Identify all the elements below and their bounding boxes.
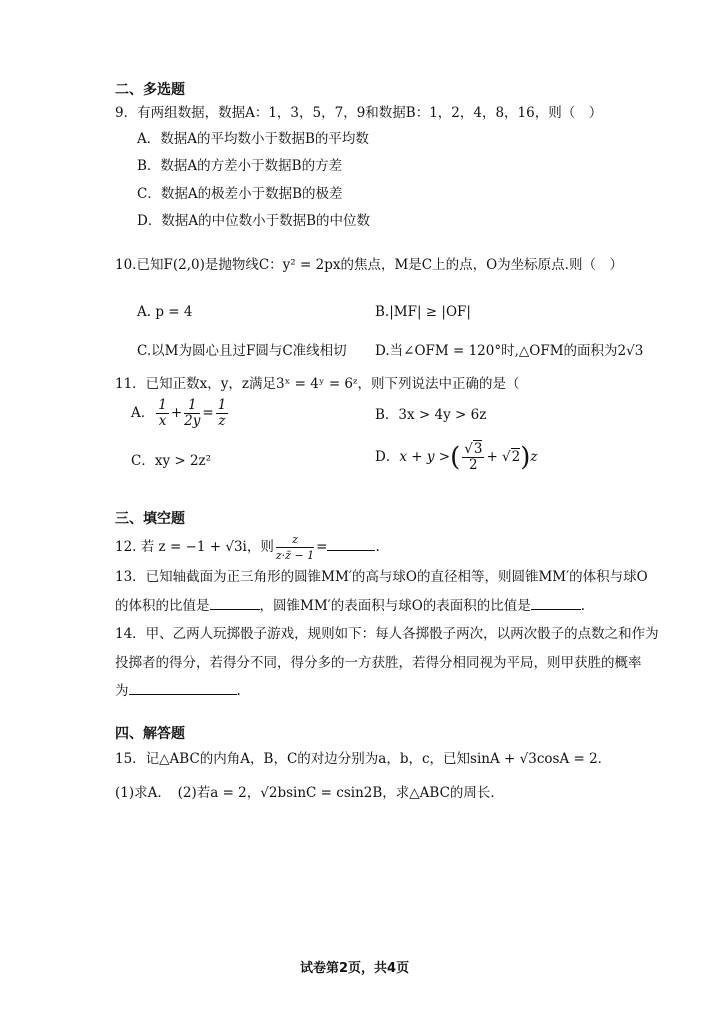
question-14-text-b: . — [236, 683, 241, 699]
question-14-text-a: 为 — [115, 683, 129, 699]
fraction-sqrt3-over-2: $\frac{√3}{2}$ — [464, 441, 483, 473]
question-12-prefix: 12. 若 z = −1 + √3i，则 — [115, 539, 274, 555]
equals-sign: = — [316, 539, 328, 555]
question-14-line-2: 投掷者的得分，若得分不同，得分多的一方获胜，若得分相同视为平局，则甲获胜的概率 — [115, 655, 642, 671]
question-11-stem: 11．已知正数x，y，z满足3ˣ = 4ʸ = 6ᶻ，则下列说法中正确的是（ — [115, 376, 520, 392]
question-13-text-a: 的体积的比值是 — [115, 598, 210, 614]
question-13-line-1: 13．已知轴截面为正三角形的圆锥MM′的高与球O的直径相等，则圆锥MM′的体积与球O — [115, 569, 648, 585]
section-title-fill-in: 三、填空题 — [115, 511, 185, 527]
question-13-text-c: . — [580, 598, 586, 614]
question-15-parts: (1)求A． (2)若a = 2，√2bsinC = csin2B，求△ABC的周长． — [115, 785, 504, 801]
section-title-multi-choice: 二、多选题 — [115, 82, 185, 98]
answer-blank[interactable] — [327, 550, 375, 551]
fraction-1-over-z: $\frac{1}{z}$ — [217, 397, 227, 429]
question-9-option-d: D．数据A的中位数小于数据B的中位数 — [137, 213, 370, 229]
question-9-option-a: A．数据A的平均数小于数据B的平均数 — [137, 131, 369, 147]
question-11-option-b: B．3x > 4y > 6z — [375, 407, 487, 423]
question-13-line-2 — [115, 597, 585, 615]
question-11-option-c: C．xy > 2z² — [131, 453, 212, 469]
fraction-1-over-2y: $\frac{1}{2y}$ — [184, 397, 201, 429]
question-14-line-1: 14．甲、乙两人玩掷骰子游戏，规则如下：每人各掷骰子两次，以两次骰子的点数之和作为 — [115, 626, 659, 642]
page-footer: 试卷第2页，共4页 — [300, 961, 410, 976]
question-10-option-d: D.当∠OFM = 120°时,△OFM的面积为2√3 — [375, 343, 644, 359]
question-10-option-a: A. p = 4 — [137, 304, 193, 320]
question-11-option-d: D．x + y >( $\frac{√3}{2}$ + √2)z — [375, 441, 538, 473]
question-9-stem: 9．有两组数据，数据A：1，3，5，7，9和数据B：1，2，4，8，16，则（ ） — [115, 105, 603, 121]
fraction-z-over-zconj-minus-1: $\frac{z}{z\cdot z̄ - 1}$ — [275, 533, 315, 562]
question-15-stem: 15．记△ABC的内角A，B，C的对边分别为a，b，c，已知sinA + √3cosA = 2． — [115, 751, 612, 767]
question-9-option-c: C．数据A的极差小于数据B的极差 — [137, 186, 343, 202]
section-title-free-response: 四、解答题 — [115, 726, 185, 742]
question-10-stem: 10.已知F(2,0)是抛物线C：y² = 2px的焦点，M是C上的点，O为坐标原点.则（ ） — [115, 257, 623, 273]
question-10-option-c: C.以M为圆心且过F圆与C准线相切 — [137, 343, 347, 359]
question-11-option-a: A． $\frac{1}{x}$ + $\frac{1}{2y}$ = $\frac{1}{z}$ — [131, 397, 227, 429]
option-d-label: D． — [375, 449, 400, 465]
question-14-line-3 — [115, 682, 241, 700]
answer-blank[interactable] — [129, 694, 237, 695]
question-13-text-b: ，圆锥MM′的表面积与球O的表面积的比值是 — [259, 598, 531, 614]
answer-blank-1[interactable] — [210, 609, 260, 610]
answer-blank-2[interactable] — [531, 609, 581, 610]
question-10-option-b: B.|MF| ≥ |OF| — [375, 304, 471, 320]
question-12-end: . — [375, 539, 380, 555]
question-9-option-b: B．数据A的方差小于数据B的方差 — [137, 158, 343, 174]
fraction-1-over-x: $\frac{1}{x}$ — [158, 397, 167, 429]
question-12 — [115, 532, 380, 563]
option-a-label: A． — [131, 405, 155, 421]
